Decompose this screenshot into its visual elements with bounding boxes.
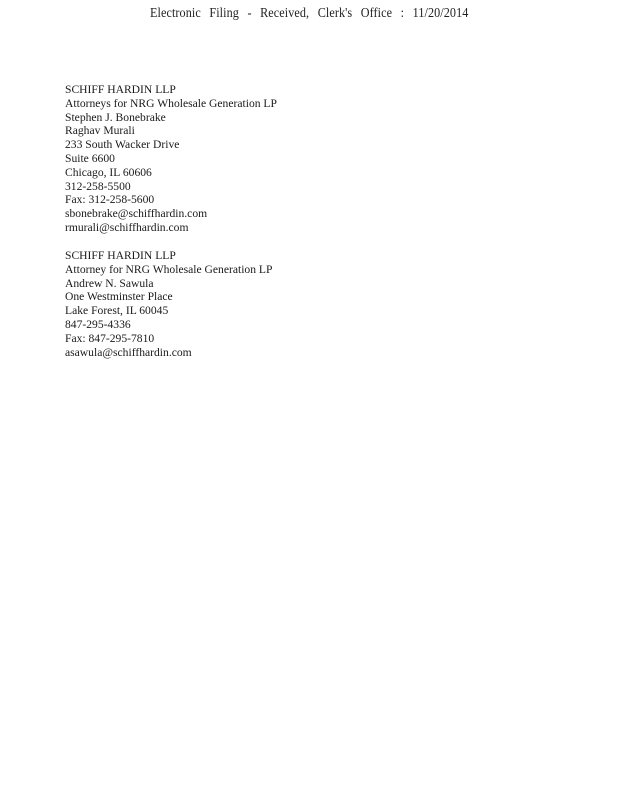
email-address: rmurali@schiffhardin.com	[65, 220, 189, 234]
city-state-zip: Chicago, IL 60606	[65, 165, 152, 179]
email-address: sbonebrake@schiffhardin.com	[65, 207, 208, 221]
contact-block-sawula	[65, 249, 365, 359]
attorney-role: Attorney for NRG Wholesale Generation LP	[65, 262, 273, 276]
attorney-name: Raghav Murali	[65, 124, 135, 138]
email-address: asawula@schiffhardin.com	[65, 345, 192, 359]
suite: Suite 6600	[65, 151, 115, 165]
street-address: One Westminster Place	[65, 290, 173, 304]
attorney-name: Stephen J. Bonebrake	[65, 110, 166, 124]
firm-name: SCHIFF HARDIN LLP	[65, 83, 176, 96]
city-state-zip: Lake Forest, IL 60045	[65, 304, 169, 318]
phone-number: 847-295-4336	[65, 317, 131, 331]
firm-name: SCHIFF HARDIN LLP	[65, 249, 176, 262]
attorney-role: Attorneys for NRG Wholesale Generation LP	[65, 96, 277, 110]
contact-block-bonebrake-murali	[65, 83, 365, 235]
fax-number: Fax: 847-295-7810	[65, 331, 155, 345]
fax-number: Fax: 312-258-5600	[65, 193, 155, 207]
electronic-filing-stamp: Electronic Filing - Received, Clerk's Office : 11/20/2014	[150, 5, 469, 20]
phone-number: 312-258-5500	[65, 179, 131, 193]
attorney-name: Andrew N. Sawula	[65, 276, 154, 290]
street-address: 233 South Wacker Drive	[65, 138, 180, 152]
